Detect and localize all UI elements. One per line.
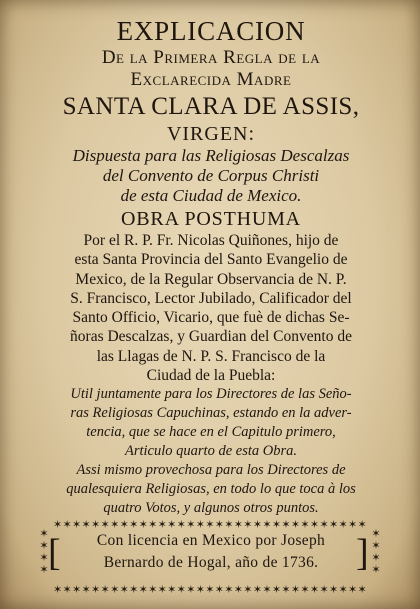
note-line-4: Articulo quarto de esta Obra. <box>125 443 297 460</box>
saint-name: SANTA CLARA DE ASSIS, <box>62 93 360 120</box>
author-line-7: las Llagas de N. P. S. Francisco de la <box>96 347 326 365</box>
note-line-3: tencia, que se hace en el Capitulo primero, <box>86 424 336 441</box>
subtitle-line-1: De la Primera Regla de la <box>101 47 321 68</box>
author-line-5: Santo Officio, Vicario, que fuè de dichas Se- <box>72 309 350 327</box>
obra-posthuma-heading: OBRA POSTHUMA <box>121 208 301 230</box>
title-block <box>28 14 394 520</box>
dedication-line-1: Dispuesta para las Religiosas Descalzas <box>72 146 350 165</box>
subtitle-line-2: Exclarecida Madre <box>130 69 292 90</box>
author-line-6: ñoras Descalzas, y Guardian del Convento de <box>70 328 352 346</box>
left-bracket-icon: [ <box>48 532 61 574</box>
virgen-line: VIRGEN: <box>166 123 256 145</box>
author-line-3: Mexico, de la Regular Observancia de N. P. <box>75 270 347 288</box>
note-line-2: ras Religiosas Capuchinas, estando en la adver- <box>70 405 352 422</box>
right-bracket-icon: ] <box>356 532 369 574</box>
author-line-8: Ciudad de la Puebla: <box>146 367 276 385</box>
ornament-border-top: ✶✶✶✶✶✶✶✶✶✶✶✶✶✶✶✶✶✶✶✶✶✶✶✶✶✶✶✶✶✶✶✶✶ <box>52 519 368 531</box>
also-line-1: Assi mismo provechosa para los Directores de <box>76 462 346 479</box>
note-line-1: Util juntamente para los Directores de las Seño- <box>70 386 352 403</box>
page-title: EXPLICACION <box>116 16 306 46</box>
author-line-2: esta Santa Provincia del Santo Evangelio de <box>74 251 348 269</box>
author-line-4: S. Francisco, Lector Jubilado, Calificador del <box>70 289 352 307</box>
dedication-line-3: de esta Ciudad de Mexico. <box>120 186 302 205</box>
ornament-border-left: ✶ ✶ ✶ ✶ <box>39 528 49 576</box>
author-line-1: Por el R. P. Fr. Nicolas Quiñones, hijo de <box>83 232 339 249</box>
ornament-border-bottom: ✶✶✶✶✶✶✶✶✶✶✶✶✶✶✶✶✶✶✶✶✶✶✶✶✶✶✶✶✶✶✶✶✶ <box>52 584 368 596</box>
imprint-line-1: Con licencia en Mexico por Joseph <box>96 532 326 549</box>
also-line-2: qualesquiera Religiosas, en todo lo que toca à los <box>66 481 356 498</box>
ornament-border-right: ✶ ✶ ✶ ✶ <box>371 528 381 576</box>
also-line-3: quatro Votos, y algunos otros puntos. <box>103 500 319 517</box>
imprint-line-2: Bernardo de Hogal, año de 1736. <box>103 554 319 571</box>
imprint-block <box>55 533 367 577</box>
dedication-line-2: del Convento de Corpus Christi <box>102 166 320 185</box>
